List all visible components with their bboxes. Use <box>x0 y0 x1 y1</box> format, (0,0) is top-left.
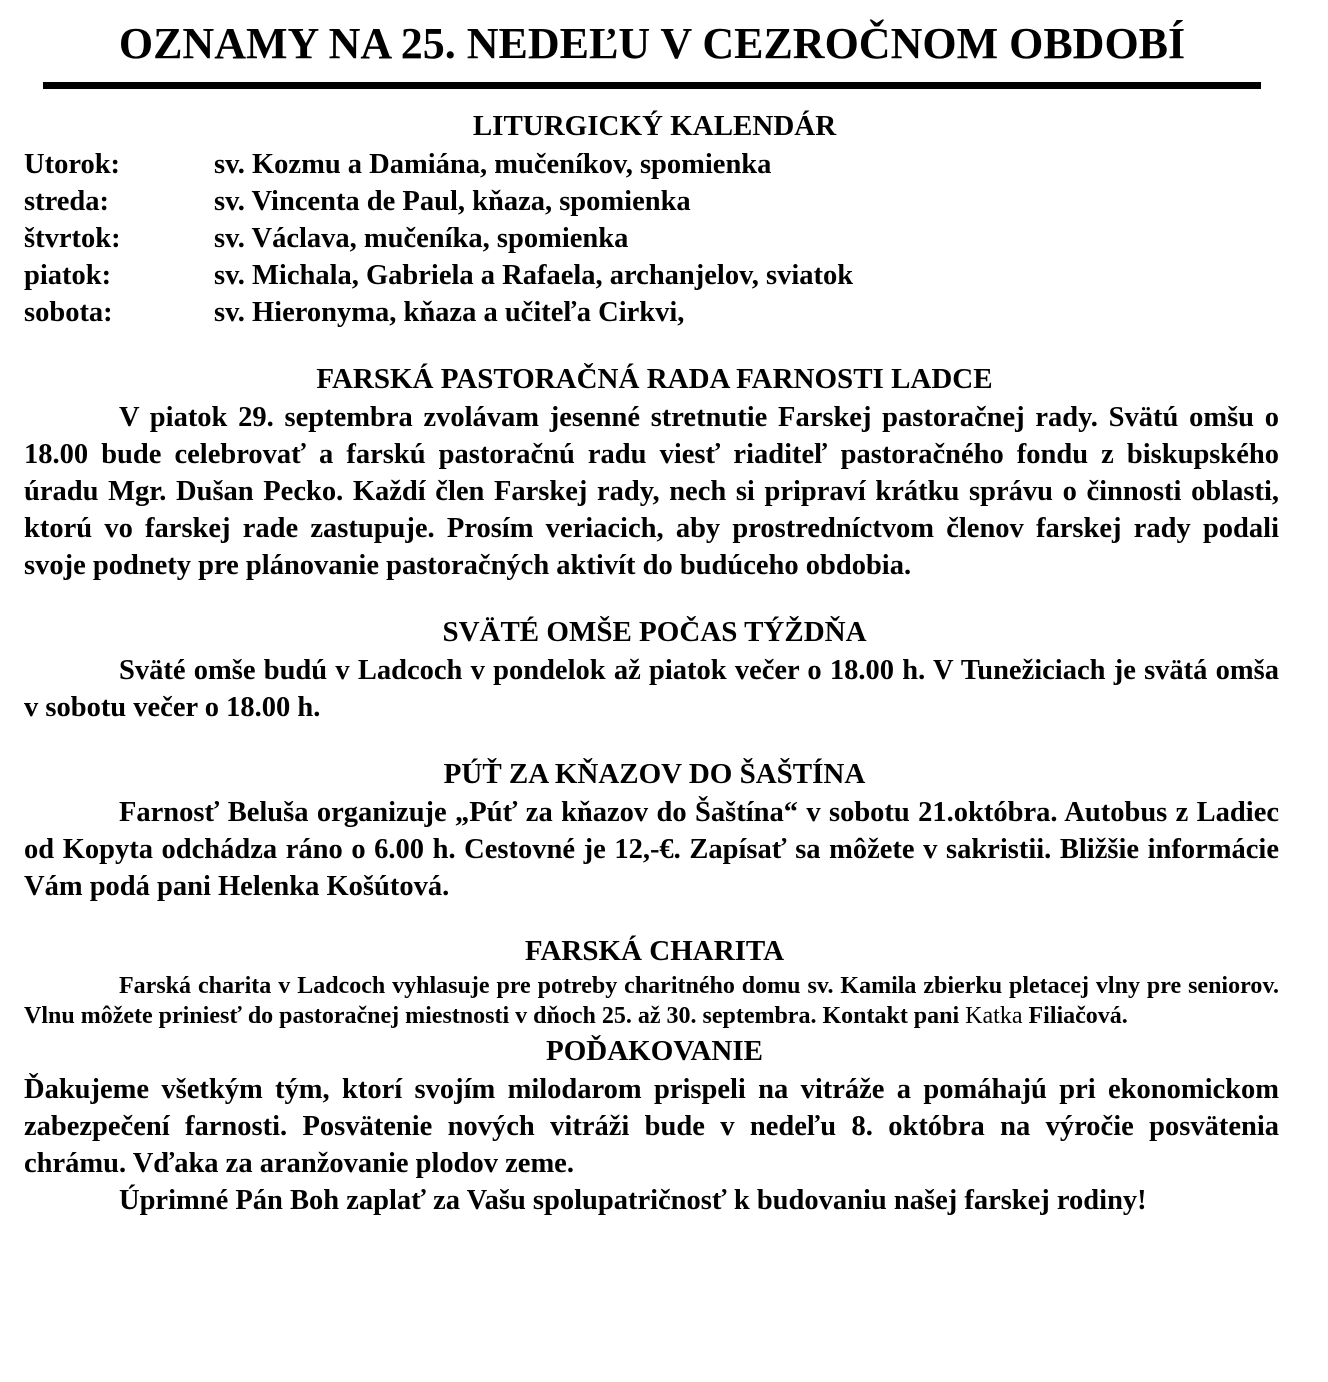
calendar-row <box>24 183 1279 220</box>
pilgrimage-text: Farnosť Beluša organizuje „Púť za kňazov do Šaštína“ v sobotu 21.októbra. Autobus z Ladiec od Kopyta odchádza ráno o 6.00 h. Cestovné je 12,-€. Zapísať sa môžete v sakristii. Bližšie informácie Vám podá pani Helenka Košútová. <box>24 797 1279 902</box>
pilgrimage-section <box>24 754 1279 905</box>
calendar-description: sv. Vincenta de Paul, kňaza, spomienka <box>214 186 691 217</box>
charity-section <box>24 931 1279 1031</box>
charity-text-main: Farská charita v Ladcoch vyhlasuje pre potreby charitného domu sv. Kamila zbierku pletacej vlny pre seniorov. Vlnu môžete priniesť do pastoračnej miestnosti v dňoch 25. až 30. septembra. Kontakt pani <box>24 973 1279 1029</box>
liturgical-calendar-section <box>24 106 1279 331</box>
thanks-closing-text: Úprimné Pán Boh zaplať za Vašu spolupatričnosť k budovaniu našej farskej rodiny! <box>119 1185 1147 1216</box>
calendar-day: štvrtok: <box>24 223 121 254</box>
weekly-masses-section <box>24 612 1279 726</box>
calendar-day: sobota: <box>24 297 113 328</box>
section-spacer <box>24 905 1279 931</box>
thanks-section <box>24 1031 1279 1219</box>
calendar-heading: LITURGICKÝ KALENDÁR <box>472 110 837 142</box>
bulletin-content <box>24 106 1279 1219</box>
page-title: OZNAMY NA 25. NEDEĽU V CEZROČNOM OBDOBÍ <box>118 19 1186 68</box>
charity-text <box>24 971 1279 1031</box>
calendar-description: sv. Michala, Gabriela a Rafaela, archanjelov, sviatok <box>214 260 854 291</box>
calendar-day: Utorok: <box>24 149 121 180</box>
masses-text: Sväté omše budú v Ladcoch v pondelok až piatok večer o 18.00 h. V Tunežiciach je svätá omša v sobotu večer o 18.00 h. <box>24 655 1279 723</box>
masses-heading: SVÄTÉ OMŠE POČAS TÝŽDŇA <box>442 616 867 648</box>
calendar-row <box>24 294 1279 331</box>
title-underline <box>43 82 1261 89</box>
section-spacer <box>24 726 1279 754</box>
charity-heading: FARSKÁ CHARITA <box>524 935 785 967</box>
calendar-day: streda: <box>24 186 109 217</box>
calendar-row <box>24 146 1279 183</box>
section-spacer <box>24 584 1279 612</box>
calendar-description: sv. Kozmu a Damiána, mučeníkov, spomienka <box>214 149 772 180</box>
pilgrimage-heading: PÚŤ ZA KŇAZOV DO ŠAŠTÍNA <box>443 758 866 790</box>
calendar-row <box>24 220 1279 257</box>
thanks-text: Ďakujeme všetkým tým, ktorí svojím milodarom prispeli na vitráže a pomáhajú pri ekonomickom zabezpečení farnosti. Posvätenie nových vitráži bude v nedeľu 8. októbra na výročie posvätenia chrámu. Vďaka za aranžovanie plodov zeme. <box>24 1074 1279 1179</box>
pastoral-council-section <box>24 359 1279 584</box>
calendar-description: sv. Hieronyma, kňaza a učiteľa Cirkvi, <box>214 297 685 328</box>
charity-contact-surname: Filiačová. <box>1022 1003 1128 1029</box>
council-text: V piatok 29. septembra zvolávam jesenné stretnutie Farskej pastoračnej rady. Svätú omšu o 18.00 bude celebrovať a farskú pastoračnú radu viesť riaditeľ pastoračného fondu z biskupského úradu Mgr. Dušan Pecko. Každí člen Farskej rady, nech si pripraví krátku správu o činnosti oblasti, ktorú vo farskej rade zastupuje. Prosím veriacich, aby prostredníctvom členov farskej rady podali svoje podnety pre plánovanie pastoračných aktivít do budúceho obdobia. <box>24 402 1279 581</box>
council-heading: FARSKÁ PASTORAČNÁ RADA FARNOSTI LADCE <box>316 363 993 395</box>
charity-contact-first-name: Katka <box>965 1003 1023 1029</box>
calendar-description: sv. Václava, mučeníka, spomienka <box>214 223 629 254</box>
thanks-heading: POĎAKOVANIE <box>546 1035 763 1067</box>
calendar-day: piatok: <box>24 260 112 291</box>
section-spacer <box>24 331 1279 359</box>
calendar-row <box>24 257 1279 294</box>
